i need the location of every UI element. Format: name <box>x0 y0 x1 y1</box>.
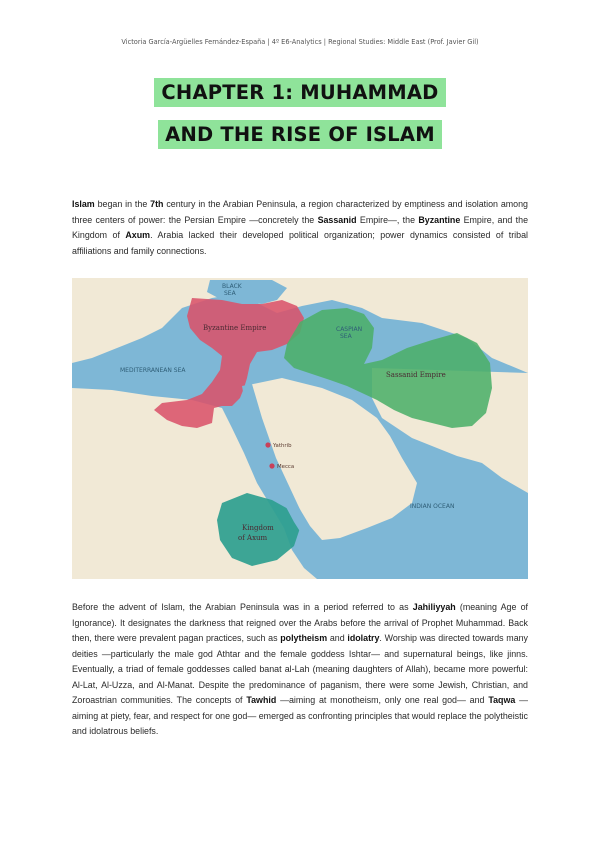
byzantine-empire-label: Byzantine Empire <box>203 324 267 332</box>
caspian-sea-label-2: SEA <box>340 333 352 340</box>
axum-label-1: Kingdom <box>242 524 274 532</box>
chapter-title-line-2 <box>0 120 600 149</box>
map-svg <box>72 278 528 579</box>
bold-term: idolatry <box>347 633 380 643</box>
text-run: —aiming at piety, fear, and respect for one god— emerged as confronting principles that would replace the polytheistic and idolatrous beliefs. <box>72 695 528 736</box>
text-run: century in the Arabian Peninsula, a region characterized by emptiness and isolation among three centers of power: the Persian Empire —concretely the <box>72 199 528 225</box>
text-run: . Arabia lacked their developed political organization; power dynamics consisted of tribal affiliations and family connections. <box>72 230 528 256</box>
intro-paragraph <box>72 197 528 259</box>
chapter-title-text-2: AND THE RISE OF ISLAM <box>158 120 442 149</box>
bold-term: Taqwa <box>488 695 516 705</box>
text-run: Empire—, the <box>356 214 419 225</box>
bold-term: Axum <box>125 230 151 240</box>
bold-term: Jahiliyyah <box>412 602 456 612</box>
mediterranean-sea-label: MEDITERRANEAN SEA <box>120 367 186 374</box>
chapter-title-text-1: CHAPTER 1: MUHAMMAD <box>154 78 445 107</box>
caspian-sea-label-1: CASPIAN <box>336 326 363 333</box>
indian-ocean-label: INDIAN OCEAN <box>410 503 455 510</box>
bold-term: polytheism <box>280 633 328 643</box>
text-run: Before the advent of Islam, the Arabian Peninsula was in a period referred to as <box>72 602 413 612</box>
yathrib-label: Yathrib <box>273 443 292 449</box>
bold-term: Tawhid <box>246 695 277 705</box>
mecca-label: Mecca <box>277 464 295 470</box>
bold-term: Byzantine <box>418 214 461 225</box>
black-sea-label-2: SEA <box>224 290 236 297</box>
bold-term: Sassanid <box>317 214 357 225</box>
historical-map <box>72 278 528 579</box>
page-header: Victoria García-Argüelles Fernández-España | 4º E6-Analytics | Regional Studies: Middle East (Prof. Javier Gil) <box>121 38 479 46</box>
mecca-marker-icon <box>269 463 274 468</box>
text-run: Empire, and the Kingdom of <box>72 214 529 240</box>
bold-term: Islam <box>72 199 95 209</box>
bold-term: 7th <box>150 199 164 209</box>
text-run: and <box>327 633 348 643</box>
yathrib-marker-icon <box>265 442 270 447</box>
text-run: —aiming at monotheism, only one real god— and <box>276 695 489 705</box>
jahiliyyah-paragraph <box>72 600 528 740</box>
text-run: (meaning Age of Ignorance). It designates the darkness that reigned over the Arabs before the arrival of Prophet Muhammad. Back then, there were prevalent pagan practices, such as <box>72 602 528 643</box>
text-run: . Worship was directed towards many deities —particularly the male god Athtar and the female goddess Ishtar— and supernatural beings, like jinns. Eventually, a triad of female goddesses called banat al-Lah (meaning daughters of Allah), became more powerful: Al-Lat, Al-Uzza, and Al-Manat. Despite the predominance of paganism, there were some Jewish, Christian, and Zoroastrian communities. The concepts of <box>72 633 528 705</box>
chapter-title-line-1 <box>0 78 600 107</box>
text-run: began in the <box>94 199 151 209</box>
sassanid-empire-label: Sassanid Empire <box>386 371 446 379</box>
axum-label-2: of Axum <box>238 534 268 542</box>
black-sea-label-1: BLACK <box>222 283 242 290</box>
